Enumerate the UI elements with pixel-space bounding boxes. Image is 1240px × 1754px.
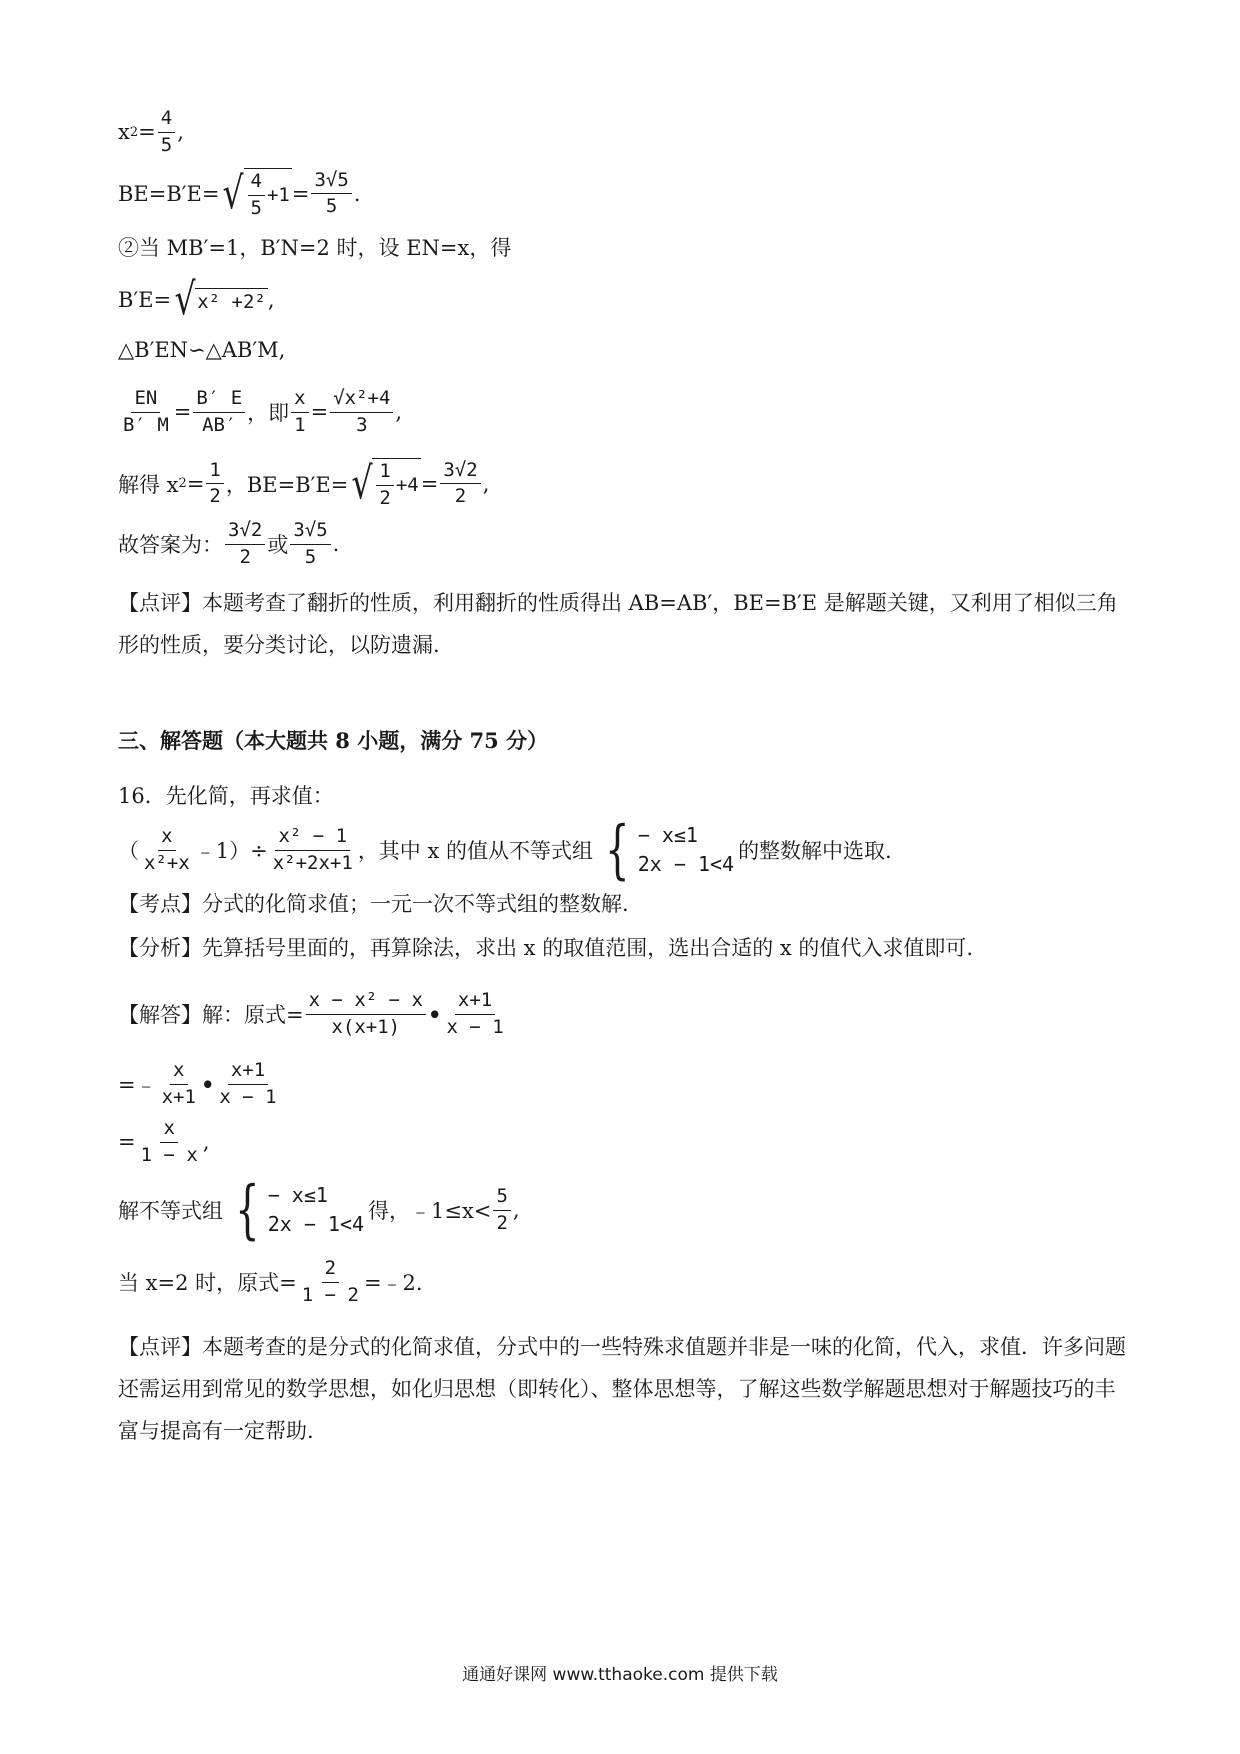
square-root: √ x² +2² — [174, 274, 266, 325]
solution-step-2: =﹣ $\frac{x}{x+1}$ • $\frac{x+1}{x - 1}$ — [118, 1059, 277, 1108]
question-16-title: 16．先化简，再求值： — [118, 784, 334, 808]
solution-step-1: 【解答】解：原式= $\frac{\text{x − x² − x}}{x(x+1)}$ • $\frac{x+1}{x - 1}$ — [118, 989, 504, 1038]
solution-line-5: △B′EN∽△AB′M, — [118, 338, 286, 362]
square-root: √ $\frac{4}{5}$ +1 — [222, 167, 290, 219]
fenxi-line: 【分析】先算括号里面的，再算除法，求出 x 的取值范围，选出合适的 x 的值代入求值即可. — [118, 936, 974, 960]
comment-paragraph-15: 【点评】本题考查了翻折的性质，利用翻折的性质得出 AB=AB′，BE=B′E 是解题关键，又利用了相似三角形的性质，要分类讨论，以防遗漏. — [118, 591, 1118, 657]
solution-line-1: x 2 = $\frac{4}{5}$ , — [118, 107, 184, 156]
kaodian-line: 【考点】分式的化简求值；一元一次不等式组的整数解. — [118, 892, 629, 916]
section-title: 三、解答题（本大题共 8 小题，满分 75 分） — [118, 728, 549, 753]
question-16-expression: （ $\frac{x}{\text{x²+x}}$ ﹣1）÷ $\frac{\text{x² − 1}}{\text{x²+2x+1}}$ ，其中 x 的值从不等式组 { − x≤1 2x − 1<4 的整数解中选取. — [118, 813, 892, 887]
answer-line: 故答案为： $\frac{3√2}{2}$ 或 $\frac{3√5}{5}$ . — [118, 519, 340, 568]
solution-step-3: = $\frac{x}{1 - x}$ , — [118, 1117, 210, 1166]
square-root: √ $\frac{1}{2}$ +4 — [351, 457, 419, 509]
inequality-solution-line: 解不等式组 { − x≤1 2x − 1<4 得，﹣1≤x< $\frac{5}{2}$ , — [118, 1173, 520, 1247]
fraction: $\frac{4}{5}$ — [158, 108, 175, 157]
inequality-system: { − x≤1 2x − 1<4 — [235, 1173, 365, 1247]
solution-line-3: ②当 MB′=1，B′N=2 时，设 EN=x，得 — [118, 236, 512, 260]
solution-line-6: $\frac{EN}{B' M}$ = $\frac{B' E}{AB'}$ ，即 $\frac{x}{1}$ = $\frac{\text{√x²+4}}{3}$ , — [123, 387, 403, 436]
inequality-system: { − x≤1 2x − 1<4 — [605, 813, 735, 887]
value-line: 当 x=2 时，原式= $\frac{2}{1 - 2}$ =﹣2. — [118, 1257, 423, 1306]
page-footer: 通通好课网 www.tthaoke.com 提供下载 — [462, 1665, 778, 1685]
comment-paragraph-16: 【点评】本题考查的是分式的化简求值，分式中的一些特殊求值题并非是一味的化简，代入，求值．许多问题还需运用到常见的数学思想，如化归思想（即转化）、整体思想等，了解这些数学解题思想对于解题技巧的丰富与提高有一定帮助. — [118, 1335, 1126, 1443]
solution-line-2: BE=B′E= √ $\frac{4}{5}$ +1 = $\frac{3√5}{5}$ . — [118, 167, 361, 219]
solution-line-7: 解得 x 2 = $\frac{1}{2}$ ，BE=B′E= √ $\frac{1}{2}$ +4 = $\frac{3√2}{2}$ , — [118, 457, 490, 509]
solution-line-4: B′E= √ x² +2² , — [118, 274, 275, 325]
